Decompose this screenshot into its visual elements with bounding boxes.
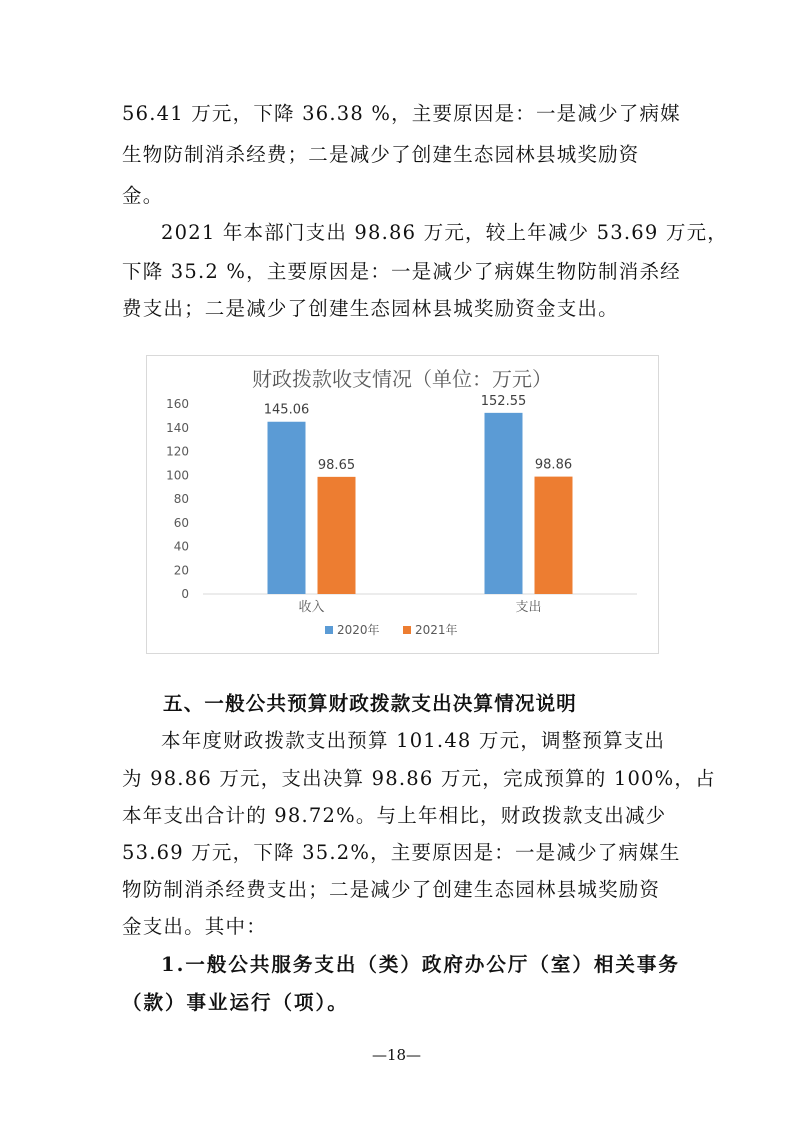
bar	[268, 422, 306, 594]
y-tick-label: 0	[181, 587, 189, 601]
paragraph-line: 费支出；二是减少了创建生态园林县城奖励资金支出。	[122, 297, 619, 320]
x-tick-label: 支出	[515, 600, 542, 615]
bar-chart	[146, 355, 659, 654]
paragraph-line: 金支出。其中：	[122, 915, 267, 938]
y-tick-label: 60	[173, 515, 189, 530]
section-heading: 五、一般公共预算财政拨款支出决算情况说明	[163, 692, 578, 715]
x-tick-label: 收入	[298, 600, 325, 615]
y-tick-label: 160	[166, 397, 189, 411]
y-tick-label: 20	[173, 563, 189, 578]
legend-label: 2021年	[415, 623, 458, 637]
bar	[535, 477, 573, 594]
chart-title: 财政拨款收支情况（单位：万元）	[252, 367, 552, 391]
bar-chart-svg	[147, 356, 658, 653]
data-label: 145.06	[263, 402, 310, 418]
y-tick-label: 100	[166, 468, 189, 483]
paragraph-line: 下降 35.2 %，主要原因是：一是减少了病媒生物防制消杀经	[122, 260, 681, 283]
paragraph-line: 生物防制消杀经费；二是减少了创建生态园林县城奖励资	[122, 143, 640, 166]
data-label: 98.86	[534, 457, 573, 473]
data-label: 152.55	[480, 393, 527, 409]
data-label: 98.65	[317, 457, 356, 473]
subheading-line: 1.一般公共服务支出（类）政府办公厅（室）相关事务	[161, 953, 680, 976]
paragraph-line: 金。	[122, 184, 164, 207]
y-tick-label: 140	[166, 420, 189, 435]
paragraph-line: 56.41 万元，下降 36.38 %，主要原因是：一是减少了病媒	[122, 102, 681, 125]
subheading-line: （款）事业运行（项）。	[122, 991, 349, 1014]
y-tick-label: 40	[173, 539, 189, 554]
legend-label: 2020年	[337, 623, 380, 637]
page-number: —18—	[371, 1046, 422, 1064]
legend-swatch	[325, 626, 333, 634]
paragraph-line: 2021 年本部门支出 98.86 万元，较上年减少 53.69 万元，	[161, 221, 728, 244]
bar	[318, 477, 356, 594]
paragraph-line: 为 98.86 万元，支出决算 98.86 万元，完成预算的 100%，占	[122, 767, 716, 790]
y-tick-label: 80	[173, 492, 189, 506]
paragraph-line: 本年度财政拨款支出预算 101.48 万元，调整预算支出	[161, 729, 666, 752]
paragraph-line: 本年支出合计的 98.72%。与上年相比，财政拨款支出减少	[122, 804, 667, 827]
bar	[485, 413, 523, 594]
paragraph-line: 53.69 万元，下降 35.2%，主要原因是：一是减少了病媒生	[122, 841, 681, 864]
y-tick-label: 120	[166, 444, 189, 459]
legend-swatch	[403, 626, 411, 634]
paragraph-line: 物防制消杀经费支出；二是减少了创建生态园林县城奖励资	[122, 878, 661, 901]
